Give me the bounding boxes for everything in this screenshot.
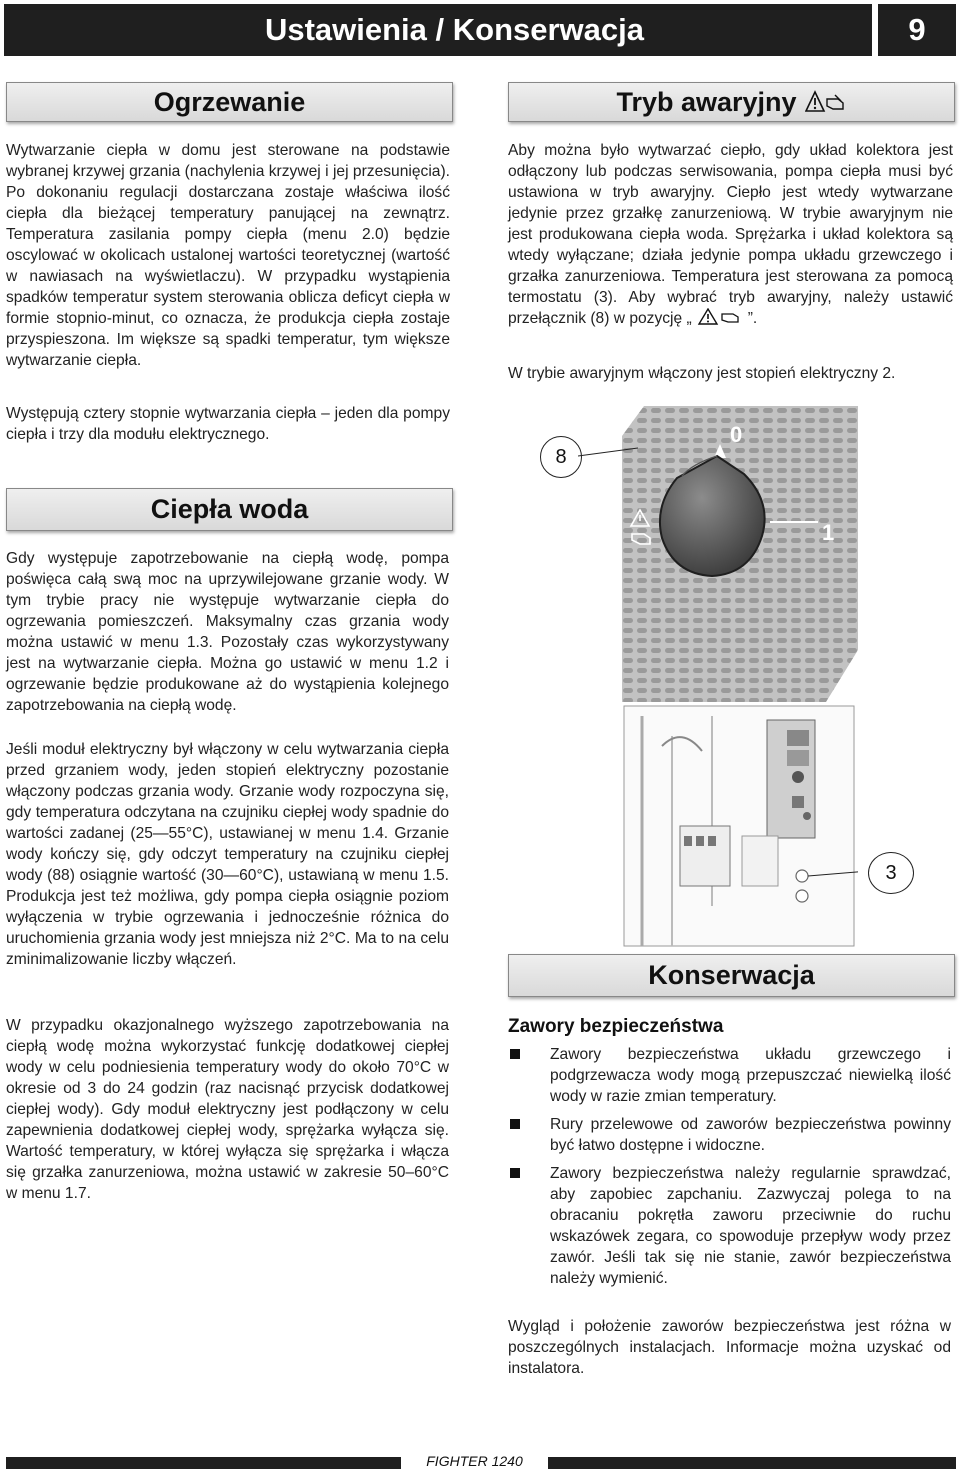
bullet-square-icon bbox=[510, 1119, 520, 1129]
knob-position-off-label: 0 bbox=[730, 422, 743, 447]
tryb-awaryjny-paragraph-1 bbox=[508, 140, 953, 329]
tryb-awaryjny-title: Tryb awaryjny bbox=[616, 86, 797, 117]
footer-model: FIGHTER 1240 bbox=[426, 1453, 523, 1469]
ciepla-woda-paragraph-3: W przypadku okazjonalnego wyższego zapotrzebowania na ciepłą wodę można wykorzystać funkcję dodatkowej ciepłej wody w celu podniesienia temperatury wody do około 70°C w okresie od 3 do 24 godzin (raz nacisnąć przycisk dodatkowej ciepłej wody). Gdy moduł elektryczny jest podłączony w celu zapewnienia dodatkowej ciepłej wody, sprężarka wyłącza się. Wartość temperatury, w której wyłącza się sprężarka i włącza się grzałka zanurzeniowa, można ustawić w zakresie 50–60°C w menu 1.7. bbox=[6, 1017, 449, 1202]
ciepla-woda-paragraph-1: Gdy występuje zapotrzebowanie na ciepłą wodę, pompa poświęca całą swą moc na uprzywilejowane grzanie wody. W tym trybie pracy nie występuje wytwarzanie ciepła do ogrzewania pomieszczeń. Maksymalny czas grzania wody można ustawić w menu 1.3. Pozostały czas wykorzystywany jest na wytwarzanie ciepła. Można go ustawić w menu 1.2 i ogrzewanie będzie produkowane aż do wystąpienia kolejnego zapotrzebowania na ciepłą wodę. bbox=[6, 550, 449, 714]
bullet-square-icon bbox=[510, 1049, 520, 1059]
section-heading-ciepla-woda: Ciepła woda bbox=[6, 488, 453, 531]
konserwacja-closing-paragraph: Wygląd i położenie zaworów bezpieczeństwa jest różna w poszczególnych instalacjach. Informacje można uzyskać od instalatora. bbox=[508, 1318, 951, 1377]
ogrzewanie-paragraph-2: Występują cztery stopnie wytwarzania ciepła – jeden dla pompy ciepła i trzy dla modułu elektrycznego. bbox=[6, 405, 450, 443]
tryb-awaryjny-text-b: ”. bbox=[747, 310, 758, 327]
callout-switch-leader bbox=[578, 444, 638, 458]
ciepla-woda-paragraph-2: Jeśli moduł elektryczny był włączony w celu wytwarzania ciepła przed grzaniem wody, jeden stopień elektryczny pozostanie włączony podczas grzania wody. Grzanie wody rozpoczyna się, gdy temperatura odczytana na czujniku ciepłej wody spadnie do wartości zadanej (25—55°C), ustawianej w menu 1.4. Grzanie wody kończy się, gdy odczyt temperatury na czujniku ciepłej wody (88) osiągnie wartość (30—60°C), ustawianą w menu 1.5. Produkcja jest też możliwa, gdy pompa ciepła osiągnie poziom wyłączenia w trybie ogrzewania i jednocześnie różnica do uruchomienia grzania wody jest mniejsza niż 2°C. Ma to na celu zminimalizowanie liczby włączeń. bbox=[6, 741, 449, 968]
ogrzewanie-paragraph-1: Wytwarzanie ciepła w domu jest sterowane na podstawie wybranej krzywej grzania (nachylenia krzywej i jej przesunięcia). Po dokonaniu regulacji dostarczana zostaje właściwa ilość ciepła dla bieżącej temperatury panującej na zewnątrz. Temperatura zasilania pompy ciepła (menu 2.0) będzie oscylować w okolicach ustalonej wartości teoretycznej (wartość w nawiasach na wyświetlaczu). W przypadku wystąpienia spadków temperatur system sterowania oblicza deficyt ciepła w formie stopnio-minut, co oznacza, że produkcja ciepła zostaje przyspieszona. Im większe są spadki temperatur, tym większe wytwarzanie ciepła. bbox=[6, 142, 450, 369]
list-item: Zawory bezpieczeństwa należy regularnie sprawdzać, aby zapobiec zapchaniu. Zazwyczaj polega to na obracaniu pokrętła zaworu przeciwnie do ruchu wskazówek zegara, co spowoduje przepływ wody przez zawór. Jeśli tak się nie stanie, zawór bezpieczeństwa należy wymienić. bbox=[508, 1163, 951, 1289]
section-heading-konserwacja: Konserwacja bbox=[508, 954, 955, 997]
list-item: Rury przelewowe od zaworów bezpieczeństwa powinny być łatwo dostępne i widoczne. bbox=[508, 1114, 951, 1156]
footer-bar-right bbox=[548, 1457, 956, 1469]
page-number: 9 bbox=[878, 4, 956, 56]
bullet-square-icon bbox=[510, 1168, 520, 1178]
callout-switch-8: 8 bbox=[540, 436, 582, 478]
tryb-awaryjny-text-a: Aby można było wytwarzać ciepło, gdy układ kolektora jest odłączony lub podczas serwisowania, pompa ciepła musi być ustawiona w tryb awaryjny. Ciepło jest wtedy wytwarzane jedynie przez grzałkę zanurzeniową. W trybie awaryjnym nie jest produkowana ciepła woda. Sprężarka i układ kolektora są wtedy wyłączane; działa jedynie pompa układu grzewczego i grzałka zanurzeniowa. Temperatura jest sterowana za pomocą termostatu (3). Aby wybrać tryb awaryjny, należy ustawić przełącznik (8) w pozycję „ bbox=[508, 142, 953, 327]
section-heading-tryb-awaryjny bbox=[508, 82, 955, 122]
list-item: Zawory bezpieczeństwa układu grzewczego i podgrzewacza wody mogą przepuszczać niewielką ilość wody w razie zmian temperatury. bbox=[508, 1044, 951, 1107]
heat-pump-illustration bbox=[622, 406, 858, 950]
heat-pump-figure bbox=[622, 406, 858, 950]
callout-thermostat-3: 3 bbox=[868, 852, 914, 894]
knob-position-on-label: 1 bbox=[822, 520, 835, 545]
section-heading-ogrzewanie: Ogrzewanie bbox=[6, 82, 453, 122]
tryb-awaryjny-paragraph-2: W trybie awaryjnym włączony jest stopień elektryczny 2. bbox=[508, 365, 896, 382]
emergency-mode-icon bbox=[805, 90, 847, 114]
safety-valve-list bbox=[508, 1044, 951, 1296]
subheading-zawory: Zawory bezpieczeństwa bbox=[508, 1016, 724, 1037]
footer-bar-left bbox=[6, 1457, 401, 1469]
emergency-switch-position-icon bbox=[696, 308, 744, 326]
page-title: Ustawienia / Konserwacja bbox=[264, 12, 644, 47]
